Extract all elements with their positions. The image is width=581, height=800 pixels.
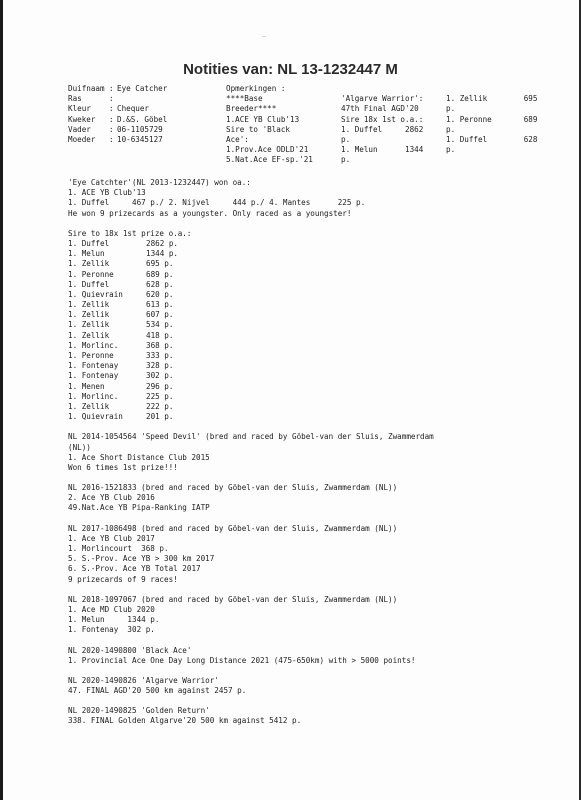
offspring-entry: [68, 676, 568, 696]
sire-prizes-block: [68, 229, 568, 423]
prize-points: 302 p.: [146, 371, 174, 381]
prize-row: [68, 412, 568, 422]
prize-place: 1. Duffel: [68, 238, 110, 248]
pedigree-label: Kweker: [68, 114, 96, 124]
offspring-line: NL 2014-1054564 'Speed Devil' (bred and raced by Göbel-van der Sluis, Zwammerdam: [68, 432, 434, 442]
remarks-col3-line: p.: [446, 124, 456, 134]
won-line: 1. ACE YB Club'13: [68, 188, 146, 198]
pedigree-row: [68, 115, 167, 125]
remarks-line: Sire to 'Black: [226, 124, 291, 134]
prize-place: 1. Morlinc.: [68, 340, 119, 350]
pedigree-value: D.&S. Göbel: [117, 114, 168, 124]
won-intro-block: [68, 178, 568, 219]
prize-points: 222 p.: [146, 401, 174, 411]
remarks-col3-line: 1. Peronne 689: [446, 114, 538, 124]
prize-place: 1. Melun: [68, 249, 105, 259]
prize-row: [68, 259, 568, 269]
prize-place: 1. Fontenay: [68, 361, 119, 371]
prize-points: 328 p.: [146, 361, 174, 371]
offspring-list: [68, 432, 568, 726]
remarks-col2-line: 47th Final AGD'20: [341, 104, 419, 114]
offspring-entry: [68, 524, 568, 585]
prize-points: 628 p.: [146, 279, 174, 289]
prize-place: 1. Zellik: [68, 310, 110, 320]
remarks-line: 5.Nat.Ace EF-sp.'21: [226, 155, 313, 165]
prize-place: 1. Zellik: [68, 300, 110, 310]
remarks-col2-line: 1. Melun 1344: [341, 145, 424, 155]
prize-row: [68, 239, 568, 249]
prize-place: 1. Zellik: [68, 259, 110, 269]
offspring-line: 5. S.-Prov. Ace YB > 300 km 2017: [68, 554, 215, 564]
prize-place: 1. Morlinc.: [68, 391, 119, 401]
prize-place: 1. Peronne: [68, 269, 114, 279]
scan-mark: ~: [262, 33, 267, 41]
prize-points: 418 p.: [146, 330, 174, 340]
prize-points: 296 p.: [146, 381, 174, 391]
offspring-line: NL 2020-1490800 'Black Ace': [68, 645, 192, 655]
sire-header: Sire to 18x 1st prize o.a.:: [68, 228, 192, 238]
offspring-line: 1. Fontenay 302 p.: [68, 625, 155, 635]
offspring-line: 338. FINAL Golden Algarve'20 500 km against 5412 p.: [68, 716, 302, 726]
prize-row: [68, 280, 568, 290]
offspring-line: 1. Ace YB Club 2017: [68, 533, 155, 543]
prize-points: 333 p.: [146, 351, 174, 360]
offspring-line: 2. Ace YB Club 2016: [68, 493, 155, 503]
remarks-column-3: [446, 84, 537, 166]
pedigree-row: [68, 84, 167, 94]
prize-points: 607 p.: [146, 310, 174, 320]
offspring-line: (NL)): [68, 442, 91, 452]
offspring-line: 9 prizecards of 9 races!: [68, 574, 178, 584]
pedigree-label: Vader: [68, 124, 91, 134]
pedigree-label: Duifnaam: [68, 84, 105, 93]
prize-row: [68, 320, 568, 330]
remarks-line: ****Base: [226, 94, 263, 104]
remarks-col3-line: [446, 155, 537, 165]
prize-row: [68, 392, 568, 402]
prize-points: 620 p.: [146, 289, 174, 299]
remarks-col3-line: [446, 84, 537, 94]
offspring-line: 47. FINAL AGD'20 500 km against 2457 p.: [68, 686, 247, 696]
prize-points: 225 p.: [146, 391, 174, 401]
remarks-col3-line: 1. Duffel 628: [446, 134, 538, 144]
offspring-line: 6. S.-Prov. Ace YB Total 2017: [68, 564, 201, 574]
pedigree-label: Kleur: [68, 104, 91, 114]
remarks-col2-line: Sire 18x 1st o.a.:: [341, 114, 424, 124]
remarks-line: Opmerkingen :: [226, 84, 286, 93]
prize-row: [68, 361, 568, 371]
pedigree-separator: :: [109, 84, 114, 93]
prize-points: 695 p.: [146, 259, 174, 269]
offspring-line: 1. Ace MD Club 2020: [68, 604, 155, 614]
prize-row: [68, 402, 568, 412]
offspring-line: NL 2017-1086498 (bred and raced by Göbel-van der Sluis, Zwammerdam (NL)): [68, 523, 398, 533]
offspring-line: NL 2020-1490826 'Algarve Warrior': [68, 675, 219, 685]
pedigree-label: Moeder: [68, 134, 96, 144]
prize-row: [68, 310, 568, 320]
remarks-block: [226, 84, 313, 166]
offspring-entry: [68, 706, 568, 726]
prize-row: [68, 249, 568, 259]
prize-place: 1. Zellik: [68, 401, 110, 411]
pedigree-separator: :: [109, 114, 114, 124]
pedigree-separator: :: [109, 104, 114, 114]
remarks-col2-line: p.: [341, 155, 351, 165]
offspring-entry: [68, 646, 568, 666]
offspring-entry: [68, 432, 568, 473]
page-title: Notities van: NL 13-1232447 M: [183, 61, 398, 78]
offspring-line: 49.Nat.Ace YB Pipa-Ranking IATP: [68, 503, 210, 513]
prize-row: [68, 270, 568, 280]
offspring-entry: [68, 595, 568, 636]
prize-place: 1. Quievrain: [68, 289, 123, 299]
pedigree-value: Chequer: [117, 104, 150, 114]
prize-points: 201 p.: [146, 412, 174, 422]
pedigree-separator: :: [109, 134, 114, 144]
won-line: 1. Duffel 467 p./ 2. Nijvel 444 p./ 4. Mantes 225 p.: [68, 198, 366, 208]
prize-points: 368 p.: [146, 340, 174, 350]
prize-points: 534 p.: [146, 320, 174, 330]
offspring-entry: [68, 483, 568, 514]
won-line: 'Eye Catchter'(NL 2013-1232447) won oa.:: [68, 178, 251, 187]
prize-row: [68, 341, 568, 351]
offspring-line: 1. Provincial Ace One Day Long Distance 2021 (475-650km) with > 5000 points!: [68, 655, 416, 665]
pedigree-value: 10-6345127: [117, 134, 163, 144]
remarks-line: 1.ACE YB Club'13: [226, 114, 300, 124]
pedigree-value: 06-1105729: [117, 124, 163, 134]
prize-place: 1. Zellik: [68, 330, 110, 340]
remarks-col3-line: p.: [446, 145, 456, 155]
prize-row: [68, 382, 568, 392]
prize-row: [68, 300, 568, 310]
prize-place: 1. Quievrain: [68, 412, 123, 422]
pedigree-row: [68, 125, 167, 135]
pedigree-label: Ras: [68, 94, 82, 104]
prize-points: 613 p.: [146, 300, 174, 310]
remarks-line: 1.Prov.Ace ODLD'21: [226, 145, 309, 155]
remarks-col2-line: 1. Duffel 2862: [341, 124, 424, 134]
prize-row: [68, 331, 568, 341]
won-line: He won 9 prizecards as a youngster. Only raced as a youngster!: [68, 208, 352, 218]
offspring-line: NL 2020-1490825 'Golden Return': [68, 706, 210, 716]
remarks-col2-line: 'Algarve Warrior':: [341, 94, 424, 104]
remarks-col3-line: 1. Zellik 695: [446, 94, 538, 104]
remarks-col2-line: p.: [341, 134, 351, 144]
prize-row: [68, 371, 568, 381]
prize-place: 1. Peronne: [68, 351, 114, 360]
remarks-col2-line: [341, 84, 423, 94]
offspring-line: 1. Melun 1344 p.: [68, 615, 160, 625]
prize-points: 689 p.: [146, 269, 174, 279]
offspring-line: 1. Ace Short Distance Club 2015: [68, 452, 210, 462]
prize-place: 1. Duffel: [68, 279, 110, 289]
remarks-column-2: [341, 84, 423, 166]
pedigree-row: [68, 94, 167, 104]
prize-row: [68, 351, 568, 361]
pedigree-block: [68, 84, 167, 145]
offspring-line: NL 2018-1097067 (bred and raced by Göbel-van der Sluis, Zwammerdam (NL)): [68, 594, 398, 604]
remarks-col3-line: p.: [446, 104, 456, 114]
pedigree-row: [68, 135, 167, 145]
offspring-line: Won 6 times 1st prize!!!: [68, 462, 178, 472]
pedigree-value: Eye Catcher: [117, 84, 168, 93]
prize-points: 1344 p.: [146, 249, 179, 259]
notes-body: [68, 178, 568, 737]
offspring-line: 1. Morlincourt 368 p.: [68, 544, 169, 553]
prize-place: 1. Zellik: [68, 320, 110, 330]
scan-edge-left: [0, 0, 3, 800]
prize-points: 2862 p.: [146, 238, 179, 248]
prize-row: [68, 290, 568, 300]
prize-place: 1. Fontenay: [68, 371, 119, 381]
offspring-line: NL 2016-1521833 (bred and raced by Göbel-van der Sluis, Zwammerdam (NL)): [68, 483, 398, 493]
pedigree-separator: :: [109, 94, 114, 104]
prize-place: 1. Menen: [68, 381, 105, 391]
pedigree-separator: :: [109, 124, 114, 134]
remarks-line: Ace':: [226, 134, 249, 144]
pedigree-row: [68, 104, 167, 114]
remarks-line: Breeder****: [226, 104, 277, 114]
